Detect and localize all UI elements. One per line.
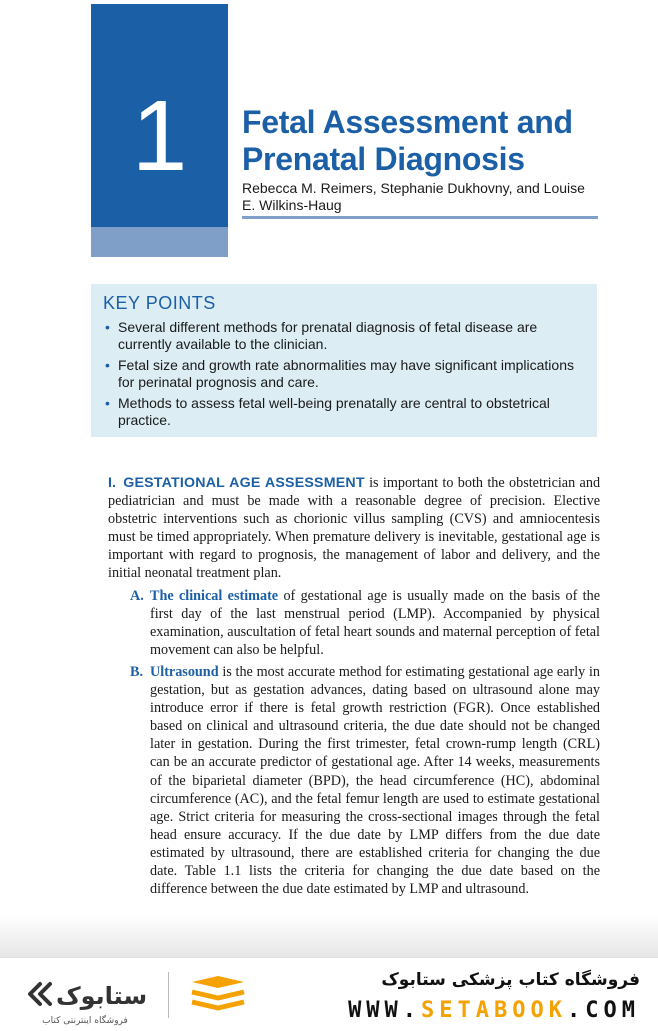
key-point-item (103, 395, 587, 429)
chapter-authors: Rebecca M. Reimers, Stephanie Dukhovny, and Louise E. Wilkins-Haug (242, 180, 585, 213)
subsection-a-letter: A. (130, 587, 144, 604)
url-prefix: WWW. (348, 998, 422, 1023)
store-name: فروشگاه کتاب پزشکی ستابوک (381, 970, 640, 990)
bullet-icon: • (105, 395, 110, 411)
section-number: I. (108, 475, 116, 491)
section-gestational-age (108, 474, 600, 900)
key-points-heading: KEY POINTS (103, 293, 216, 313)
chapter-title: Fetal Assessment and Prenatal Diagnosis (242, 104, 573, 177)
store-url[interactable] (348, 998, 640, 1023)
subsection-a-term: The clinical estimate (150, 587, 279, 604)
section-intro-text: is important to both the obstetrician and pediatrician and must be made with a reasonable degree of precision. Elective obstetric interventions such as chorionic villus sampling (CVS) and amniocentesis must be timed appropriately. When premature delivery is inevitable, gestational age is important with regard to prognosis, the management of labor and delivery, and the initial neonatal treatment plan. (108, 475, 601, 582)
key-point-text: Several different methods for prenatal diagnosis of fetal disease are currently available to the clinician. (118, 319, 538, 352)
url-domain: SETABOOK (421, 998, 568, 1023)
book-stack-icon (188, 974, 248, 1014)
logo-tagline: فروشگاه اینترنتی کتاب (42, 1016, 128, 1026)
chapter-number-block (91, 4, 228, 257)
logo-divider (168, 972, 169, 1018)
key-point-text: Methods to assess fetal well-being prenatally are central to obstetrical practice. (118, 395, 550, 428)
subsection-a (108, 587, 600, 659)
store-footer (0, 957, 658, 1031)
chapter-block-strip (91, 227, 228, 257)
title-rule (242, 216, 598, 219)
setabook-logo-icon (26, 972, 148, 1018)
key-points-box (91, 284, 597, 437)
key-point-text: Fetal size and growth rate abnormalities may have significant implications for perinatal prognosis and care. (118, 357, 574, 390)
subsection-b-term: Ultrasound (150, 663, 219, 680)
key-point-item (103, 319, 587, 353)
bullet-icon: • (105, 357, 110, 373)
subsection-a-text: of gestational age is usually made on the basis of the first day of the last menstrual period (LMP). Accompanied by physical examination, auscultation of fetal heart sounds and maternal perception of fetal movement can also be helpful. (150, 587, 600, 658)
logo-text: ستابوک (56, 982, 148, 1010)
key-points-list (103, 319, 587, 429)
url-suffix: .COM (567, 998, 640, 1023)
subsection-b-text: is the most accurate method for estimating gestational age early in gestation, but as gestation advances, dating based on ultrasound alone may introduce error if there is fetal growth restriction (FGR). Once established based on clinical and ultrasound criteria, the due date should not be changed later in gestation. During the first trimester, fetal crown-rump length (CRL) can be an accurate predictor of gestational age. After 14 weeks, measurements of the biparietal diameter (BPD), the head circumference (HC), abdominal circumference (AC), and the fetal femur length are used to estimate gestational age. Strict criteria for measuring the cross-sectional images through the fetal head ensure accuracy. If the due date by LMP differs from the due date estimated by ultrasound, there are established criteria for changing the due date. Table 1.1 lists the criteria for changing the due date based on the difference between the due date estimated by LMP and ultrasound. (150, 663, 600, 898)
section-intro-paragraph (108, 474, 600, 583)
chapter-number: 1 (131, 80, 188, 192)
bullet-icon: • (105, 319, 110, 335)
subsection-b (108, 663, 600, 898)
section-heading: GESTATIONAL AGE ASSESSMENT (123, 475, 365, 491)
page-bottom-shadow (0, 915, 658, 957)
key-point-item (103, 357, 587, 391)
subsection-b-letter: B. (130, 663, 144, 680)
